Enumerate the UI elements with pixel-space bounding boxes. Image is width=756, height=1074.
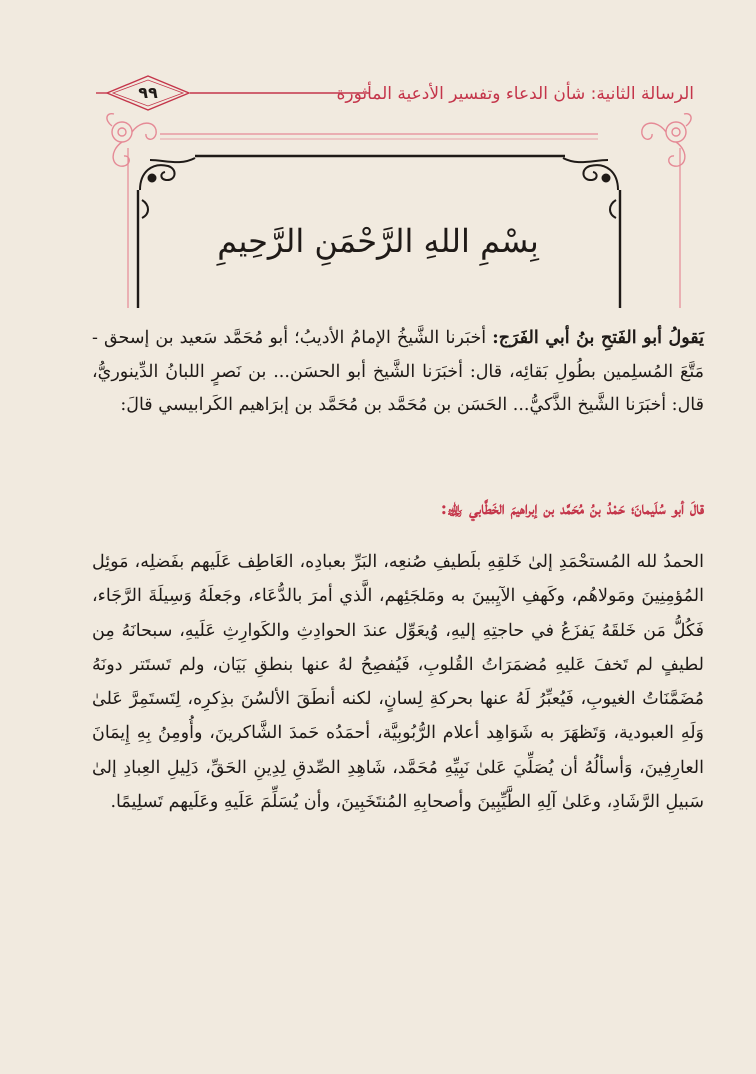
basmala: بِسْمِ اللهِ الرَّحْمَنِ الرَّحِيمِ: [217, 222, 539, 260]
body-text: الحمدُ لله المُستحْمَدِ إلىٰ خَلقِهِ بلَطيفِ صُنعِه، البَرِّ بعبادِه، العَاطِف عَلَيهم بفَضلِه، مَوئِل المُؤمِنِينَ ومَولاهُم، وكَهفِ الآيِبينَ به ومَلجَئِهم، الَّذي أمرَ بالدُّعَاء، وجَعلَهُ وَسِيلَةَ الرَّجَاء، فَكُلُّ مَن خَلقَهُ يَفزَعُ في حاجتِهِ إليهِ، وُيعَوِّل عندَ الحوادِثِ والكَوارِثِ عَلَيهِ، سبحانَهُ مِن لطيفٍ لم تَخفَ عَليهِ مُضمَرَاتُ القُلوبِ، فَيُفصِحُ لهُ عنها بنطقِ بَيَان، ولم تَستَتر دونَهُ مُضَمَّنَاتُ الغيوبِ، فَيُعبِّرُ لَهُ عنها بحركةِ لِسانٍ، لكنه أنطَقَ الألسُنَ بذِكرِه، لِتَستَمِرَّ عَلىٰ وَلَهِ العبودية، وَتَظهَرَ به شَوَاهِد أعلام الرُّبُوبِيَّة، أحمَدُه حَمدَ الشَّاكرينَ، وأُومِنُ بِهِ إِيمَانَ العارِفِينَ، وَأسألُهُ أن يُصَلِّيَ عَلىٰ نَبِيِّهِ مُحَمَّد، شَاهِدِ الصِّدقِ لِدِينِ الحَقِّ، دَلِيلِ العِبادِ إلىٰ سَبيلِ الرَّشَادِ، وعَلىٰ آلِهِ الطَّيِّبِينَ وأصحابِهِ المُنتَخَبِينَ، وأن يُسَلِّمَ عَلَيهِ وعَلَيهم تَسلِيمًا.: [92, 552, 704, 813]
isnad-lead: يَقولُ أبو الفَتحِ بنُ أبي الفَرَج:: [492, 328, 704, 348]
body-paragraph: [92, 545, 704, 819]
isnad-paragraph: [92, 322, 704, 423]
isnad-text: أخبَرنا الشَّيخُ الإمامُ الأديبُ؛ أبو مُحَمَّد سَعيد بن إسحق - مَتَّعَ المُسلِمين بطُولِ بَقائِه، قال: أخبَرَنا الشَّيخ أبو الحسَن... بن نَصرٍ اللبانُ الدِّينوريُّ، قال: أخبَرَنا الشَّيخ الذَّكيُّ... الحَسَن بن مُحَمَّد بن مُحَمَّد بن إبرَاهيم الكَرابيسي قالَ:: [92, 328, 704, 415]
page-number: ٩٩: [138, 83, 158, 102]
running-title: الرسالة الثانية: شأن الدعاء وتفسير الأدعية المأثورة: [336, 84, 694, 104]
page-number-badge: [107, 76, 189, 110]
quote-heading: قالَ أبو سُلَيمانَ؛ حَمْدُ بنُ مُحَمَّد بن إبراهيمَ الخَطَّابي ﵀:: [440, 499, 704, 519]
